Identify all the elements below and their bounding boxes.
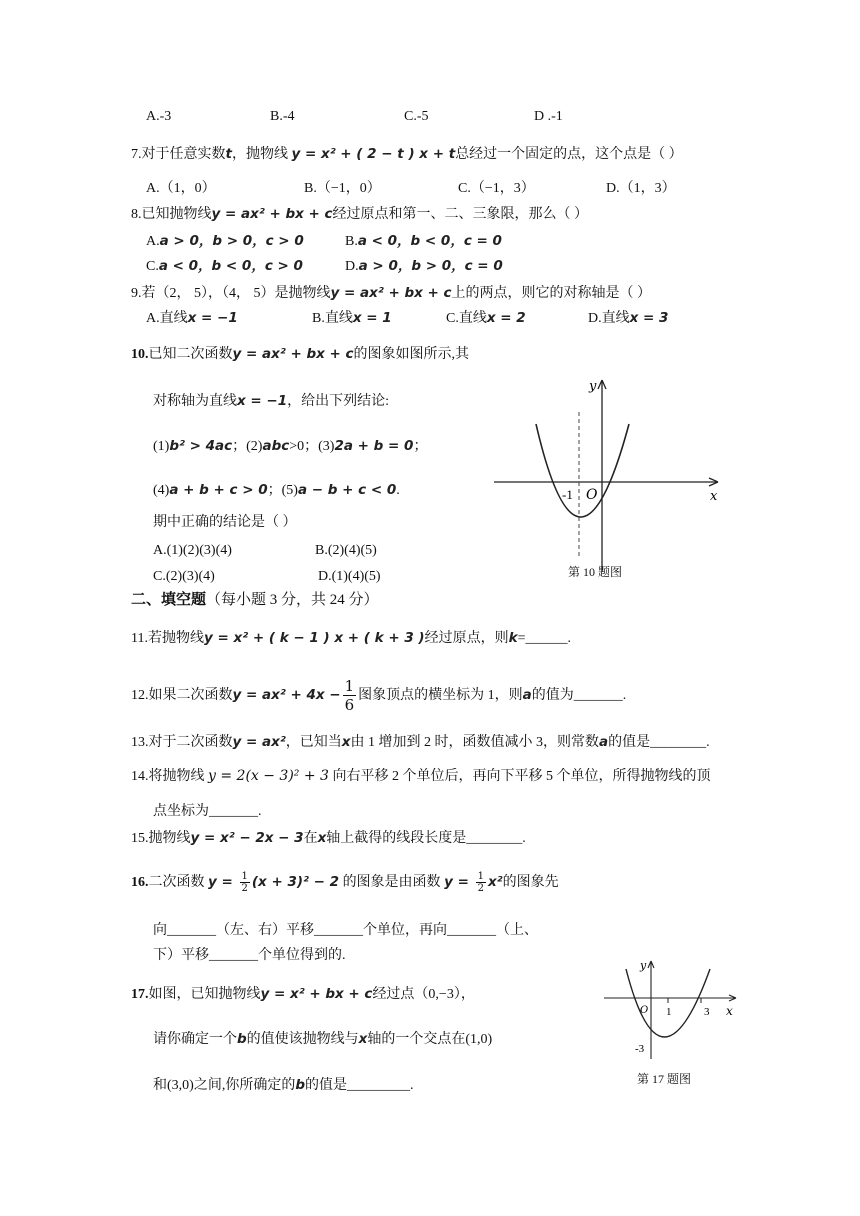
q7-option-b: B.（−1，0） (304, 181, 381, 196)
q10-c2-post: >0；(3) (289, 439, 335, 454)
q8-option-a-label: A. (146, 234, 160, 249)
q17-y-label: y (640, 959, 647, 972)
q16-half-1 (240, 871, 250, 894)
q17-number: 17. (131, 987, 149, 1002)
q8-option-c (146, 257, 303, 276)
q16-formula-c: y = (444, 874, 474, 890)
q9-option-c-label: C.直线 (446, 311, 487, 326)
q7-stem-mid: ，抛物线 (231, 147, 292, 162)
q16-number: 16. (131, 875, 149, 890)
q16-line3: 下）平移_______个单位得到的. (153, 948, 346, 963)
q17-minus-three-label: -3 (635, 1043, 645, 1055)
q12-stem-mid: 图象顶点的横坐标为 1，则 (358, 688, 523, 703)
q17-x-label: x (726, 1004, 733, 1018)
q17-one-label: 1 (666, 1006, 672, 1018)
q7-option-d: D.（1，3） (606, 181, 676, 196)
q8-option-d-formula: a > 0，b > 0，c = 0 (358, 258, 503, 274)
q8-option-a (146, 232, 304, 251)
q16-formula-a: y = (208, 874, 238, 890)
q16-half-1-den: 2 (241, 883, 248, 895)
q16-half-2-num: 1 (477, 871, 484, 883)
q16-stem-mid: 的图象是由函数 (339, 875, 445, 890)
q17-l3-pre: 和(3,0)之间,你所确定的 (153, 1078, 296, 1093)
q17-stem-pre: 如图，已知抛物线 (148, 987, 261, 1002)
q12-var-a: a (522, 687, 532, 703)
q7-option-c: C.（−1，3） (458, 181, 535, 196)
q15-s1: 在 (303, 831, 318, 846)
q9-option-d-formula: x = 3 (629, 310, 669, 326)
q17-l3-var-b: b (295, 1077, 305, 1093)
q10-ask: 期中正确的结论是（ ） (153, 515, 297, 530)
q15-stem-pre: 15.抛物线 (131, 831, 191, 846)
q17-line2 (153, 1030, 492, 1049)
q17-l2-post: 轴的一个交点在(1,0) (367, 1032, 493, 1047)
q7-formula: y = x² + ( 2 − t ) x + t (291, 146, 456, 162)
q9-option-b (312, 309, 392, 328)
q7-option-a: A.（1，0） (146, 181, 216, 196)
q10-axis-pre: 对称轴为直线 (153, 394, 237, 409)
q10-c3-post: ； (413, 439, 428, 454)
q16-formula-b: (x + 3)² − 2 (251, 874, 340, 890)
q7-stem-pre: 7.对于任意实数 (131, 147, 226, 162)
q17-formula: y = x² + bx + c (260, 986, 373, 1002)
q17-line3 (153, 1076, 414, 1095)
q17-l3-post: 的值是_________. (305, 1078, 414, 1093)
q14-formula: y = 2(x − 3)² + 3 (208, 768, 329, 784)
q10-stem (131, 345, 469, 364)
q15-var-x: x (317, 830, 327, 846)
q17-stem (131, 985, 475, 1004)
q17-l2-var-x: x (358, 1031, 368, 1047)
q8-stem (131, 205, 588, 224)
q16-stem-post: 的图象先 (502, 875, 559, 890)
q12-stem-pre: 12.如果二次函数 (131, 688, 233, 703)
q10-x-label: x (710, 489, 718, 504)
q11-formula: y = x² + ( k − 1 ) x + ( k + 3 ) (203, 630, 425, 646)
q16-half-1-num: 1 (241, 871, 248, 883)
q13-s3: 的值是________. (608, 735, 710, 750)
q10-figure (490, 372, 730, 582)
q14-line2: 点坐标为_______. (153, 804, 262, 819)
q10-stem-pre: 已知二次函数 (148, 347, 233, 362)
q10-option-c: C.(2)(3)(4) (153, 569, 215, 584)
q16-stem (131, 866, 559, 899)
q17-l2-var-b: b (237, 1031, 247, 1047)
q16-half-2 (476, 871, 486, 894)
q10-axis-formula: x = −1 (237, 393, 288, 409)
q17-figure (598, 955, 740, 1065)
q12-fraction (343, 677, 357, 714)
q15-formula: y = x² − 2x − 3 (190, 830, 304, 846)
q10-c1-label: (1) (153, 439, 170, 454)
q16-half-2-den: 2 (477, 883, 484, 895)
q10-option-b: B.(2)(4)(5) (315, 543, 377, 558)
q10-c2-label: ；(2) (232, 439, 263, 454)
q9-stem (131, 284, 651, 303)
q10-c5: a − b + c < 0 (297, 482, 397, 498)
q12-fraction-den: 6 (344, 696, 355, 715)
q6-option-a: A.-3 (146, 109, 172, 124)
q16-stem-pre: 二次函数 (148, 875, 208, 890)
q14-stem (131, 767, 710, 786)
q17-caption: 第 17 题图 (637, 1072, 692, 1086)
section-2-title: 二、填空题 (131, 592, 207, 608)
q9-option-c (446, 309, 526, 328)
q6-option-d: D .-1 (534, 109, 563, 124)
q8-option-b (345, 232, 502, 251)
q10-stem-post: 的图象如图所示,其 (353, 347, 470, 362)
q17-three-label: 3 (704, 1006, 710, 1018)
section-2-heading (131, 591, 379, 609)
q8-option-a-formula: a > 0，b > 0，c > 0 (159, 233, 304, 249)
q8-option-b-label: B. (345, 234, 358, 249)
q11-stem-pre: 11.若抛物线 (131, 631, 204, 646)
q11-var-k: k (508, 630, 518, 646)
q9-option-d-label: D.直线 (588, 311, 630, 326)
q7-stem-post: 总经过一个固定的点，这个点是（ ） (455, 147, 683, 162)
q10-c2: abc (262, 438, 290, 454)
q11-stem-mid: 经过原点，则 (424, 631, 509, 646)
q10-origin-label: O (586, 487, 598, 503)
q10-formula: y = ax² + bx + c (232, 346, 354, 362)
q17-origin-label: O (640, 1005, 649, 1016)
q10-c1: b² > 4ac (169, 438, 233, 454)
q10-c4: a + b + c > 0 (169, 482, 268, 498)
q16-formula-d: x² (487, 874, 503, 890)
q10-minus-one-label: -1 (562, 487, 573, 502)
q15-s2: 轴上截得的线段长度是________. (326, 831, 526, 846)
q10-c3: 2a + b = 0 (334, 438, 414, 454)
q10-axis-post: ，给出下列结论: (287, 394, 390, 409)
q17-l2-pre: 请你确定一个 (153, 1032, 237, 1047)
q8-stem-post: 经过原点和第一、二、三象限，那么（ ） (332, 207, 589, 222)
q14-stem-post: 向右平移 2 个单位后，再向下平移 5 个单位，所得抛物线的顶 (328, 769, 711, 784)
q10-option-a: A.(1)(2)(3)(4) (153, 543, 232, 558)
q10-conclusions-1 (153, 437, 427, 456)
q9-option-a-label: A.直线 (146, 311, 188, 326)
q10-y-label: y (589, 379, 597, 394)
q9-option-d (588, 309, 668, 328)
q10-number: 10. (131, 347, 149, 362)
q8-option-b-formula: a < 0，b < 0，c = 0 (357, 233, 502, 249)
q8-option-d-label: D. (345, 259, 359, 274)
q13-s1: ，已知当 (285, 735, 342, 750)
q8-option-d (345, 257, 503, 276)
q17-l2-mid: 的值使该抛物线与 (246, 1032, 359, 1047)
q13-stem-pre: 13.对于二次函数 (131, 735, 233, 750)
q9-formula: y = ax² + bx + c (330, 285, 452, 301)
q13-var-a: a (598, 734, 609, 750)
q10-c4-label: (4) (153, 483, 170, 498)
q10-axis-line (153, 392, 389, 411)
q9-option-a-formula: x = −1 (187, 310, 238, 326)
q8-option-c-formula: a < 0，b < 0，c > 0 (158, 258, 303, 274)
q13-stem (131, 733, 710, 752)
q10-caption: 第 10 题图 (568, 565, 623, 579)
q6-option-c: C.-5 (404, 109, 429, 124)
q10-conclusions-2 (153, 481, 400, 500)
q7-stem (131, 145, 683, 164)
q11-stem (131, 629, 571, 648)
q12-stem (131, 675, 626, 716)
q13-var-x: x (341, 734, 351, 750)
q9-option-c-formula: x = 2 (486, 310, 526, 326)
q13-s2: 由 1 增加到 2 时，函数值减小 3，则常数 (350, 735, 599, 750)
q9-stem-post: 上的两点，则它的对称轴是（ ） (451, 286, 652, 301)
q10-parabola (536, 424, 629, 517)
q12-stem-post: 的值为_______. (531, 688, 627, 703)
q14-stem-pre: 14.将抛物线 (131, 769, 208, 784)
q6-option-b: B.-4 (270, 109, 295, 124)
q13-formula: y = ax² (232, 734, 286, 750)
q12-fraction-num: 1 (344, 677, 355, 696)
q15-stem (131, 829, 526, 848)
q16-line2: 向_______（左、右）平移_______个单位，再向_______（上、 (153, 923, 538, 938)
q7-var-t: t (225, 146, 232, 162)
q9-option-b-formula: x = 1 (352, 310, 392, 326)
q10-option-d: D.(1)(4)(5) (318, 569, 381, 584)
q12-formula: y = ax² + 4x − (232, 687, 341, 703)
q11-stem-post: =______. (517, 631, 571, 646)
q10-c5-label: ；(5) (267, 483, 298, 498)
q8-formula: y = ax² + bx + c (211, 206, 333, 222)
q9-stem-pre: 9.若（2， 5），（4， 5）是抛物线 (131, 286, 331, 301)
q10-c5-post: . (396, 483, 400, 498)
q8-stem-pre: 8.已知抛物线 (131, 207, 212, 222)
section-2-note: （每小题 3 分，共 24 分） (206, 592, 379, 608)
q9-option-b-label: B.直线 (312, 311, 353, 326)
q9-option-a (146, 309, 238, 328)
q8-option-c-label: C. (146, 259, 159, 274)
q17-stem-post: 经过点（0,−3）， (372, 987, 475, 1002)
